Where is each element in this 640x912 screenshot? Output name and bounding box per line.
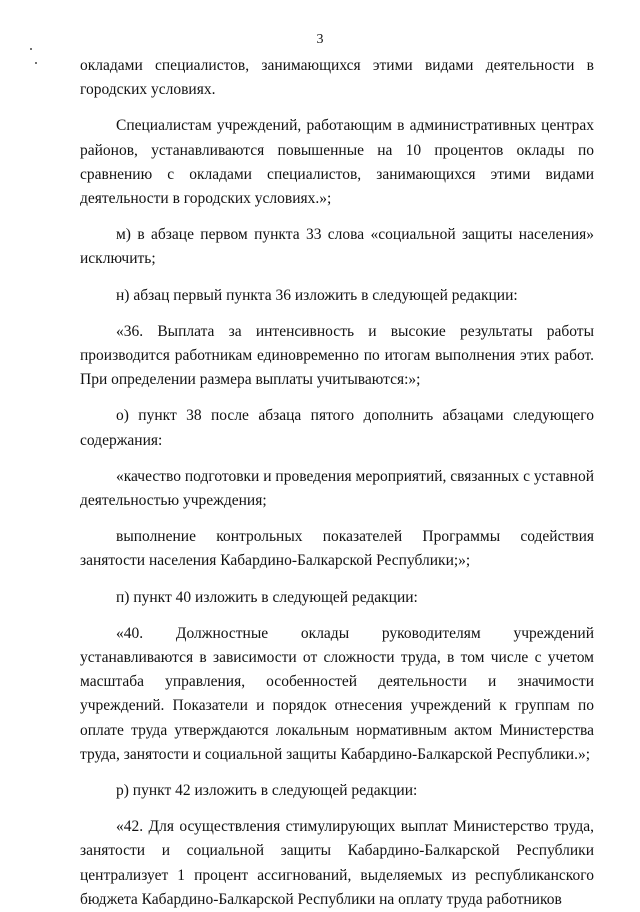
paragraph: «42. Для осуществления стимулирующих выплат Министерство труда, занятости и социальной защиты Кабардино-Балкарской Республики централизует 1 процент ассигнований, выделяемых из республиканского бюджета Кабардино-Балкарской Республики на оплату труда работников — [80, 818, 594, 908]
scan-speck — [30, 48, 32, 50]
page-number: 3 — [316, 32, 324, 47]
paragraph: н) абзац первый пункта 36 изложить в следующей редакции: — [116, 286, 518, 304]
paragraph: «36. Выплата за интенсивность и высокие результаты работы производится работникам единовременно по итогам выполнения этих работ. При определении размера выплаты учитываются:»; — [80, 322, 594, 389]
paragraph: выполнение контрольных показателей Программы содействия занятости населения Кабардино-Балкарской Республики;»; — [80, 528, 594, 570]
paragraph: р) пункт 42 изложить в следующей редакции: — [116, 782, 418, 800]
paragraph: окладами специалистов, занимающихся этими видами деятельности в городских условиях. — [80, 57, 594, 99]
document-body — [80, 54, 594, 912]
scan-speck — [35, 62, 37, 64]
paragraph: «качество подготовки и проведения мероприятий, связанных с уставной деятельностью учреждения; — [80, 467, 594, 510]
paragraph: м) в абзаце первом пункта 33 слова «социальной защиты населения» исключить; — [80, 226, 594, 268]
paragraph: Специалистам учреждений, работающим в административных центрах районов, устанавливаются повышенные на 10 процентов оклады по сравнению с окладами специалистов, занимающихся этими видами деятельности в городских условиях.»; — [80, 117, 594, 208]
paragraph: о) пункт 38 после абзаца пятого дополнить абзацами следующего содержания: — [80, 407, 594, 449]
paragraph: п) пункт 40 изложить в следующей редакции: — [116, 588, 418, 606]
paragraph: «40. Должностные оклады руководителям учреждений устанавливаются в зависимости от сложности труда, в том числе с учетом масштаба управления, особенностей деятельности и значимости учреждений. Показатели и порядок отнесения учреждений к группам по оплате труда утверждаются локальным нормативным актом Министерства труда, занятости и социальной защиты Кабардино-Балкарской Республики.»; — [80, 624, 594, 763]
